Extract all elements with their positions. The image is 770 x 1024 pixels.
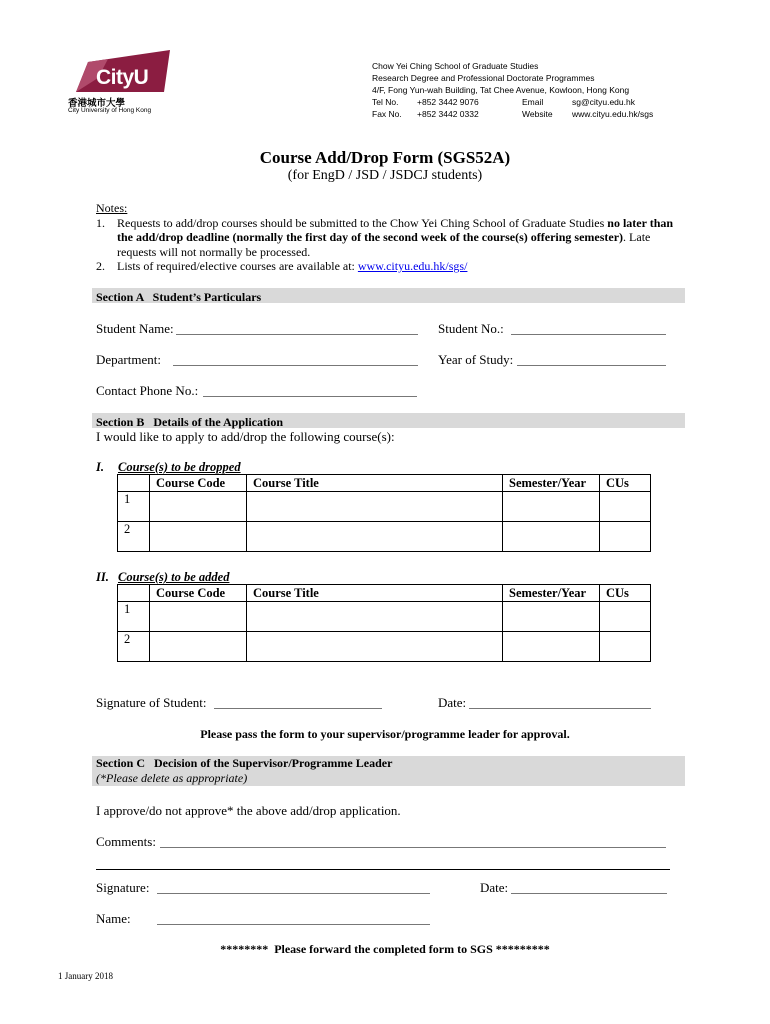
note-2-text: Lists of required/elective courses are available at: — [117, 259, 358, 273]
student-date-field[interactable] — [469, 708, 651, 709]
table-row — [118, 632, 651, 662]
forward-form-note: ******** Please forward the completed form to SGS ********* — [220, 942, 550, 956]
table-header-row — [118, 475, 651, 492]
cus-cell[interactable] — [600, 632, 651, 662]
note-1-tail: . Late requests will not normally be processed. — [117, 230, 651, 259]
cus-cell[interactable] — [600, 522, 651, 552]
semester-header: Semester/Year — [503, 585, 600, 602]
pass-form-note: Please pass the form to your supervisor/programme leader for approval. — [200, 727, 570, 741]
cus-cell[interactable] — [600, 492, 651, 522]
email-value[interactable]: sg@cityu.edu.hk — [572, 97, 635, 107]
section-c-header — [92, 756, 685, 786]
table-header-row — [118, 585, 651, 602]
course-code-cell[interactable] — [150, 602, 247, 632]
row-number: 1 — [118, 602, 150, 632]
dropped-label: Course(s) to be dropped — [118, 460, 241, 474]
course-code-header: Course Code — [150, 585, 247, 602]
comments-label: Comments: — [96, 834, 156, 849]
logo-brand-text: CityU — [96, 66, 149, 89]
semester-header: Semester/Year — [503, 475, 600, 492]
section-a-title: Section A Student’s Particulars — [96, 290, 262, 304]
contact-block — [372, 60, 692, 120]
website-value[interactable]: www.cityu.edu.hk/sgs — [572, 109, 654, 119]
course-title-header: Course Title — [247, 475, 503, 492]
dropped-number: I. — [96, 460, 104, 474]
tel-value: +852 3442 9076 — [417, 97, 479, 107]
cityu-logo — [68, 48, 178, 118]
note-1-number: 1. — [96, 215, 105, 230]
approve-statement: I approve/do not approve* the above add/drop application. — [96, 803, 401, 818]
course-title-cell[interactable] — [247, 632, 503, 662]
course-title-cell[interactable] — [247, 602, 503, 632]
year-of-study-field[interactable] — [517, 365, 666, 366]
fax-value: +852 3442 0332 — [417, 109, 479, 119]
section-b-header — [92, 413, 685, 428]
form-title: Course Add/Drop Form (SGS52A) — [259, 148, 511, 167]
student-signature-field[interactable] — [214, 708, 382, 709]
supervisor-date-label: Date: — [480, 880, 509, 895]
section-b-intro: I would like to apply to add/drop the following course(s): — [96, 429, 395, 444]
course-code-cell[interactable] — [150, 522, 247, 552]
section-b-title: Section B Details of the Application — [96, 415, 284, 429]
dropped-courses-table — [117, 474, 651, 552]
added-courses-table — [117, 584, 651, 662]
student-name-label: Student Name: — [96, 321, 174, 336]
row-number-header — [118, 585, 150, 602]
contact-phone-label: Contact Phone No.: — [96, 383, 199, 398]
semester-cell[interactable] — [503, 602, 600, 632]
supervisor-signature-label: Signature: — [96, 880, 150, 895]
supervisor-name-field[interactable] — [157, 924, 430, 925]
row-number: 2 — [118, 522, 150, 552]
cus-header: CUs — [600, 585, 651, 602]
section-c-title: Section C Decision of the Supervisor/Programme Leader — [96, 756, 393, 770]
semester-cell[interactable] — [503, 522, 600, 552]
revision-date: 1 January 2018 — [58, 971, 113, 981]
course-code-cell[interactable] — [150, 492, 247, 522]
logo-chinese-name: 香港城市大學 — [68, 98, 126, 109]
course-code-header: Course Code — [150, 475, 247, 492]
table-row — [118, 522, 651, 552]
row-number-header — [118, 475, 150, 492]
supervisor-name-label: Name: — [96, 911, 131, 926]
comments-field[interactable] — [160, 847, 666, 848]
semester-cell[interactable] — [503, 632, 600, 662]
added-number: II. — [96, 570, 109, 584]
notes-block — [96, 201, 676, 274]
notes-heading: Notes: — [96, 201, 128, 215]
added-label: Course(s) to be added — [118, 570, 230, 584]
section-a-header — [92, 288, 685, 303]
course-code-cell[interactable] — [150, 632, 247, 662]
email-label: Email — [522, 97, 544, 107]
course-title-cell[interactable] — [247, 492, 503, 522]
form-subtitle: (for EngD / JSD / JSDCJ students) — [287, 168, 483, 183]
department-field[interactable] — [173, 365, 418, 366]
website-label: Website — [522, 109, 553, 119]
supervisor-signature-field[interactable] — [157, 893, 430, 894]
tel-label: Tel No. — [372, 97, 399, 107]
student-signature-label: Signature of Student: — [96, 695, 207, 710]
note-2-number: 2. — [96, 259, 105, 273]
comments-field-line-2[interactable] — [96, 869, 670, 870]
course-title-header: Course Title — [247, 585, 503, 602]
school-name: Chow Yei Ching School of Graduate Studies — [372, 61, 539, 71]
programme-name: Research Degree and Professional Doctorate Programmes — [372, 73, 595, 83]
address: 4/F, Fong Yun-wah Building, Tat Chee Avenue, Kowloon, Hong Kong — [372, 85, 630, 95]
logo-english-name: City University of Hong Kong — [68, 107, 152, 114]
year-of-study-label: Year of Study: — [438, 352, 514, 367]
note-1-text: Requests to add/drop courses should be submitted to the Chow Yei Ching School of Graduate Studies — [117, 215, 608, 230]
student-date-label: Date: — [438, 695, 467, 710]
student-no-field[interactable] — [511, 334, 666, 335]
fax-label: Fax No. — [372, 109, 402, 119]
row-number: 1 — [118, 492, 150, 522]
section-c-subtitle: (*Please delete as appropriate) — [96, 771, 248, 785]
table-row — [118, 492, 651, 522]
department-label: Department: — [96, 352, 161, 367]
contact-phone-field[interactable] — [203, 396, 417, 397]
course-title-cell[interactable] — [247, 522, 503, 552]
student-no-label: Student No.: — [438, 321, 504, 336]
table-row — [118, 602, 651, 632]
row-number: 2 — [118, 632, 150, 662]
student-name-field[interactable] — [176, 334, 418, 335]
cus-cell[interactable] — [600, 602, 651, 632]
cus-header: CUs — [600, 475, 651, 492]
note-1-deadline: no later than the add/drop deadline (normally the first day of the second week of the course(s) offering semester) — [117, 215, 674, 244]
sgs-link[interactable]: www.cityu.edu.hk/sgs/ — [357, 259, 468, 273]
semester-cell[interactable] — [503, 492, 600, 522]
supervisor-date-field[interactable] — [511, 893, 667, 894]
